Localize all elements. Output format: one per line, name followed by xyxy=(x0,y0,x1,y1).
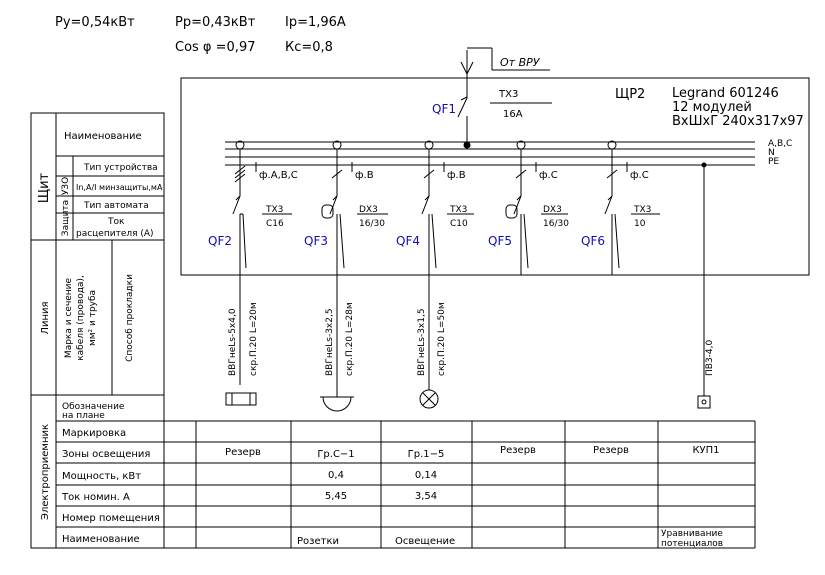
left-label-shield: Щит xyxy=(37,172,52,204)
panel-name: ЩР2 xyxy=(615,87,646,102)
circuit-qf2-cable: ВВГнеLs-5х4,0 xyxy=(228,308,238,376)
row-label-zony: Зоны освещения xyxy=(62,449,151,460)
circuit-qf2-laying: скр.П.20 L=20м xyxy=(249,302,259,376)
main-breaker-symbol xyxy=(458,78,471,149)
main-breaker-rating: 16A xyxy=(503,109,523,120)
row-label-moshch: Мощность, кВт xyxy=(62,471,142,482)
left-label-naimen: Наименование xyxy=(64,131,142,142)
consumer-outlet-icon xyxy=(323,397,351,411)
main-breaker-name: QF1 xyxy=(432,102,456,116)
pe-cable: ПВ3-4,0 xyxy=(705,339,715,376)
bus-label-pe: PE xyxy=(768,157,780,167)
consumer-socket-block-icon xyxy=(226,393,256,405)
cell-zone-5: Резерв xyxy=(593,445,629,456)
bus-label-abc: A,B,C xyxy=(768,139,793,149)
circuit-qf3-laying: скр.П.20 L=28м xyxy=(345,302,355,376)
cell-zone-4: Резерв xyxy=(500,445,536,456)
circuit-qf4-cable: ВВГнеLs-3х1,5 xyxy=(417,308,427,376)
cell-zone-pe: КУП1 xyxy=(692,445,720,456)
cell-current-3: 3,54 xyxy=(414,491,438,502)
circuit-qf2-name: QF2 xyxy=(208,234,232,248)
circuit-qf4-rating: C10 xyxy=(450,219,468,229)
bus-label-n: N xyxy=(768,148,775,158)
circuit-qf2-type: TX3 xyxy=(266,205,284,215)
circuit-qf3-phase: ф.B xyxy=(355,170,374,181)
left-label-ep: Электроприемник xyxy=(40,423,51,521)
left-label-in-a: In,A/I минзащиты,мA xyxy=(76,183,163,192)
panel-size: ВхШхГ 240х317х97 xyxy=(672,114,804,129)
circuit-qf3-name: QF3 xyxy=(304,234,328,248)
left-label-marka-3: мм² и труба xyxy=(88,289,98,347)
circuit-qf2-rating: C16 xyxy=(266,219,284,229)
circuit-qf5-name: QF5 xyxy=(488,234,512,248)
left-label-zashchita: Защита xyxy=(61,199,71,237)
consumer-potential-box-icon xyxy=(698,396,710,408)
circuit-qf2-phase: ф.A,B,C xyxy=(259,170,298,181)
left-label-tip-avt: Тип автомата xyxy=(84,201,149,211)
circuit-qf3-cable: ВВГнеLs-3х2,5 xyxy=(325,308,335,376)
cell-current-2: 5,45 xyxy=(324,491,348,502)
row-label-nomer: Номер помещения xyxy=(62,513,160,524)
circuit-qf5-phase: ф.C xyxy=(539,170,558,181)
header-pp: Pp=0,43кВт xyxy=(175,15,256,30)
busbars xyxy=(225,142,755,165)
cell-name-pe-2: потенциалов xyxy=(661,539,724,549)
circuit-qf4-name: QF4 xyxy=(396,234,420,248)
header-cos: Cos φ =0,97 xyxy=(175,40,256,55)
row-label-naimen: Наименование xyxy=(62,534,140,545)
header-ip: Ip=1,96A xyxy=(285,15,346,30)
left-label-tok: Ток xyxy=(108,217,125,227)
bottom-table-grid xyxy=(56,421,755,548)
panel-modules: 12 модулей xyxy=(672,100,752,115)
cell-name-2: Розетки xyxy=(297,536,339,547)
cell-name-pe-1: Уравнивание xyxy=(661,529,723,539)
cell-name-3: Освещение xyxy=(395,536,456,547)
circuit-qf4-type: TX3 xyxy=(450,205,468,215)
main-breaker-type: TX3 xyxy=(499,89,519,100)
cell-zone-2: Гр.С−1 xyxy=(317,449,355,460)
left-label-marka-1: Марка и сечение xyxy=(64,277,74,359)
circuit-qf6 xyxy=(605,141,660,275)
panel-brand: Legrand 601246 xyxy=(672,86,779,101)
row-label-tok: Ток номин. А xyxy=(62,492,130,503)
circuit-qf5-rating: 16/30 xyxy=(543,219,569,229)
left-label-uzo: УЗО xyxy=(61,176,71,196)
header-kc: Кс=0,8 xyxy=(285,40,333,55)
circuit-qf3-rating: 16/30 xyxy=(359,219,385,229)
cell-power-2: 0,4 xyxy=(328,470,344,481)
left-label-marka-2: кабеля (провода), xyxy=(76,275,86,361)
row-label-markirovka: Маркировка xyxy=(62,428,127,439)
left-label-sposob: Способ прокладки xyxy=(125,274,135,362)
left-label-tip-ustr: Тип устройства xyxy=(84,163,158,173)
feed-label: От ВРУ xyxy=(500,56,540,69)
circuit-qf6-type: TX3 xyxy=(634,205,652,215)
left-label-oboz-2: на плане xyxy=(62,411,105,421)
left-label-oboz-1: Обозначение xyxy=(62,402,125,412)
circuit-qf3-type: DX3 xyxy=(359,205,378,215)
left-label-line: Линия xyxy=(40,301,51,335)
cell-zone-3: Гр.1−5 xyxy=(407,449,445,460)
left-label-rastsep: расцепителя (А) xyxy=(76,229,154,239)
main-junction xyxy=(464,142,471,149)
header-py: Py=0,54кВт xyxy=(55,15,135,30)
circuit-qf4-laying: скр.П.20 L=50м xyxy=(437,302,447,376)
cell-zone-1: Резерв xyxy=(225,447,261,458)
cell-power-3: 0,14 xyxy=(414,470,438,481)
circuit-qf6-rating: 10 xyxy=(634,219,646,229)
circuit-qf6-phase: ф.C xyxy=(630,170,649,181)
circuit-qf5-type: DX3 xyxy=(543,205,562,215)
circuit-qf4-phase: ф.B xyxy=(447,170,466,181)
circuit-qf6-name: QF6 xyxy=(581,234,605,248)
